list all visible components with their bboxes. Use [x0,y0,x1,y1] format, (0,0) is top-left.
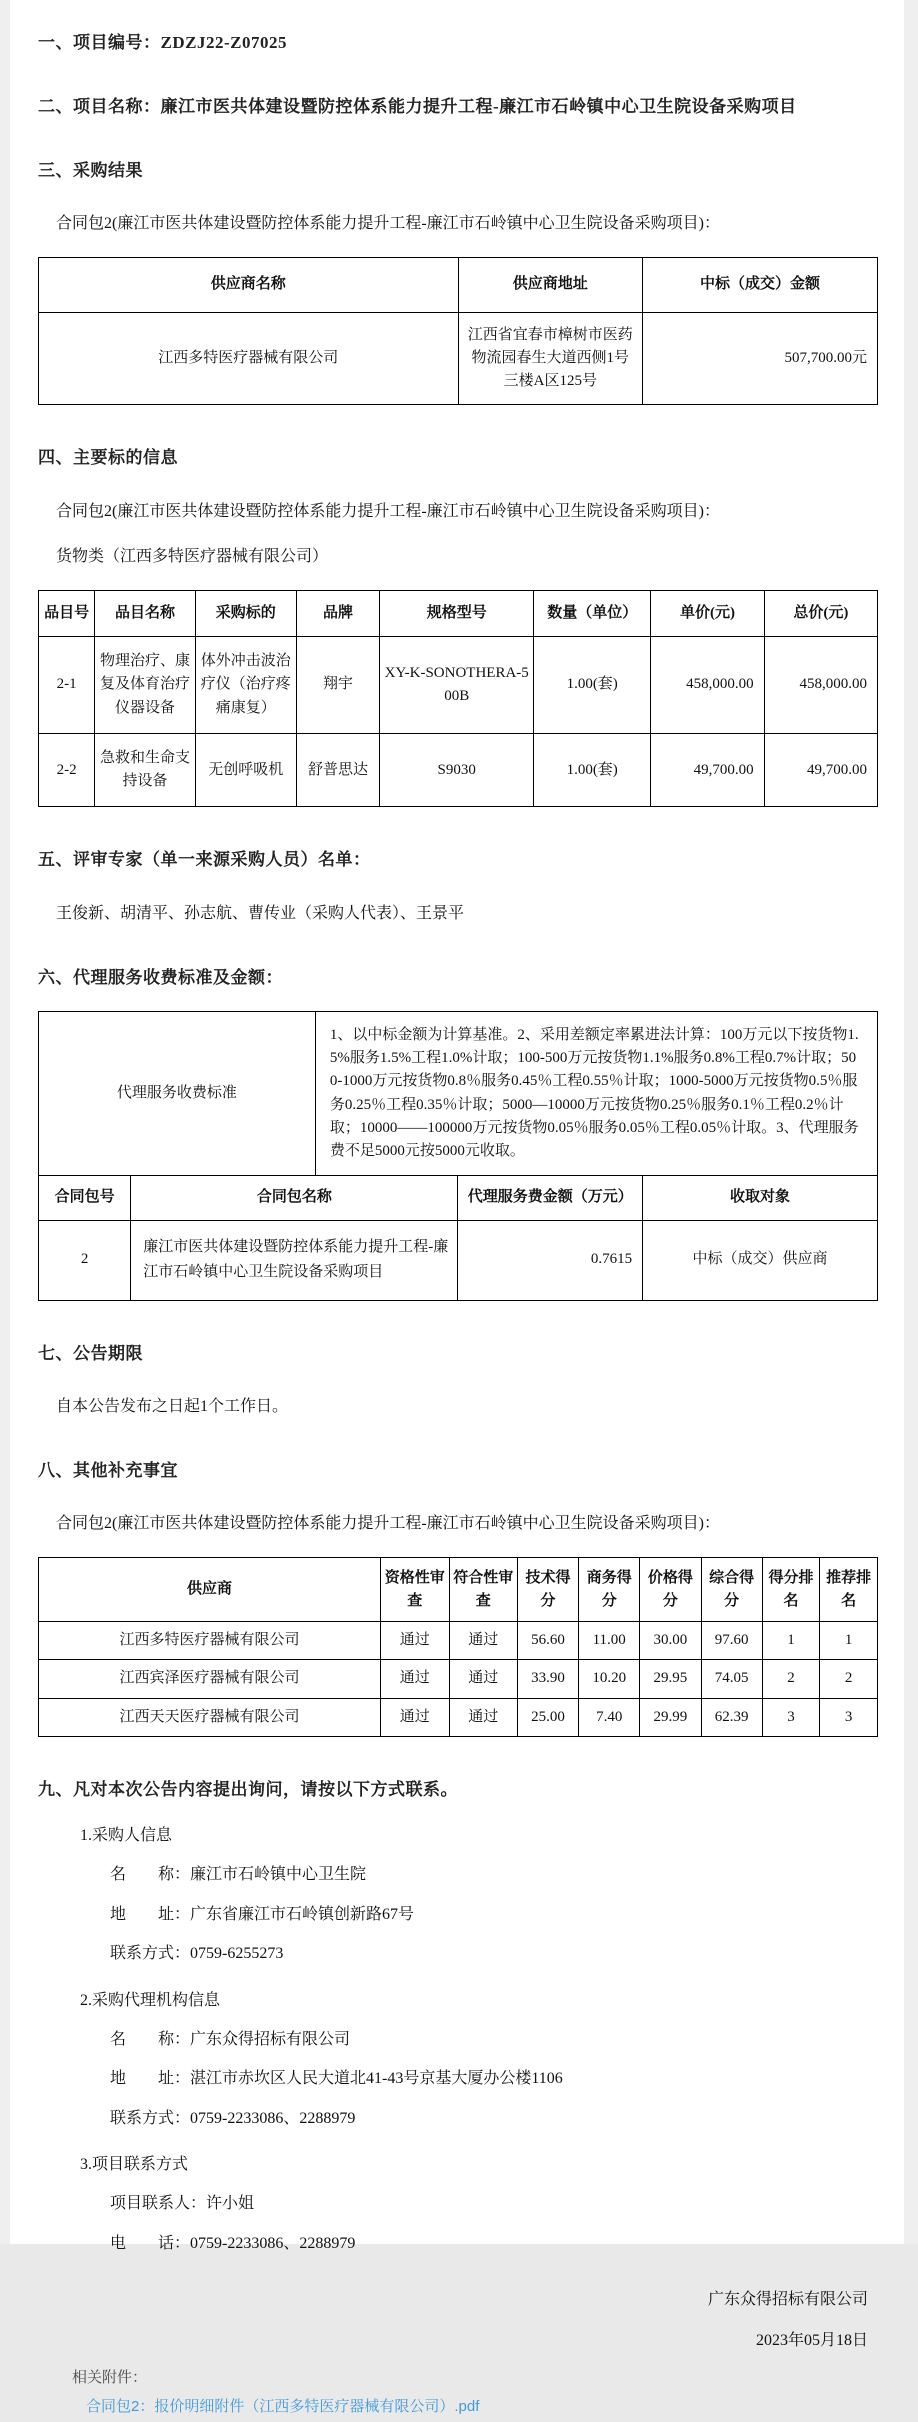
quantity-cell: 1.00(套) [533,637,650,734]
col-header-quantity: 数量（单位） [533,590,650,636]
project-contact-phone: 电 话：0759-2233086、2288979 [110,2234,356,2252]
purchaser-name: 名 称：廉江市石岭镇中心卫生院 [110,1866,367,1884]
attachments-label: 相关附件： [72,2369,148,2387]
procurement-target-cell: 体外冲击波治疗仪（治疗疼痛康复） [195,637,296,734]
unit-price-cell: 49,700.00 [651,733,764,807]
composite-score-cell: 97.60 [701,1622,762,1660]
fee-table-header-row [39,1176,878,1220]
section-project-number: 一、项目编号：ZDZJ22-Z07025 [38,33,287,52]
purchaser-phone: 联系方式：0759-6255273 [110,1945,284,1963]
col-header-package-no: 合同包号 [39,1176,131,1220]
supplier-cell: 江西多特医疗器械有限公司 [39,1622,381,1660]
recommend-rank-cell: 3 [820,1698,878,1736]
business-score-cell: 11.00 [579,1622,640,1660]
qualification-cell: 通过 [381,1698,449,1736]
col-header-fee-payer: 收取对象 [643,1176,878,1220]
col-header-composite-score: 综合得分 [701,1558,762,1622]
supplier-address-cell: 江西省宜春市樟树市医药物流园春生大道西侧1号三楼A区125号 [458,312,643,405]
section-main-subject-heading: 四、主要标的信息 [38,448,178,468]
col-header-item-no: 品目号 [39,590,95,636]
signature-company: 广东众得招标有限公司 [707,2291,868,2309]
brand-cell: 舒普思达 [296,733,380,807]
col-header-business-score: 商务得分 [579,1558,640,1622]
supplier-name-cell: 江西多特医疗器械有限公司 [39,312,459,405]
package-name-cell: 廉江市医共体建设暨防控体系能力提升工程-廉江市石岭镇中心卫生院设备采购项目 [131,1220,458,1300]
fee-standard-row [39,1011,878,1176]
col-header-package-name: 合同包名称 [131,1176,458,1220]
technical-score-cell: 56.60 [517,1622,578,1660]
col-header-unit-price: 单价(元) [651,590,764,636]
col-header-price-score: 价格得分 [640,1558,701,1622]
brand-cell: 翔宇 [296,637,380,734]
section-experts-heading: 五、评审专家（单一来源采购人员）名单： [38,850,371,870]
score-table-header-row [39,1558,878,1622]
section-agency-fee-heading: 六、代理服务收费标准及金额： [38,967,283,987]
agency-fee-table [38,1175,878,1300]
fee-table-row [39,1220,878,1300]
recommend-rank-cell: 2 [820,1660,878,1698]
fee-payer-cell: 中标（成交）供应商 [643,1220,878,1300]
items-table-row [39,637,878,734]
main-subject-table [38,590,878,808]
agency-name: 名 称：广东众得招标有限公司 [110,2030,351,2048]
project-contact-title: 3.项目联系方式 [80,2156,189,2174]
conformity-cell: 通过 [449,1660,517,1698]
subject-package-line: 合同包2(廉江市医共体建设暨防控体系能力提升工程-廉江市石岭镇中心卫生院设备采购项目)： [56,502,720,520]
award-amount-cell: 507,700.00元 [643,312,878,405]
qualification-cell: 通过 [381,1622,449,1660]
quantity-cell: 1.00(套) [533,733,650,807]
package-no-cell: 2 [39,1220,131,1300]
col-header-model: 规格型号 [380,590,534,636]
result-table-row [39,312,878,405]
col-header-technical-score: 技术得分 [517,1558,578,1622]
section-contact-heading: 九、凡对本次公告内容提出询问，请按以下方式联系。 [38,1779,458,1799]
business-score-cell: 7.40 [579,1698,640,1736]
composite-score-cell: 74.05 [701,1660,762,1698]
signature-date: 2023年05月18日 [755,2331,868,2349]
model-cell: S9030 [380,733,534,807]
col-header-item-name: 品目名称 [95,590,196,636]
items-table-header-row [39,590,878,636]
unit-price-cell: 458,000.00 [651,637,764,734]
item-no-cell: 2-2 [39,733,95,807]
section-procurement-result-heading: 三、采购结果 [38,161,143,181]
score-rank-cell: 1 [762,1622,820,1660]
item-name-cell: 急救和生命支持设备 [95,733,196,807]
col-header-conformity-review: 符合性审查 [449,1558,517,1622]
col-header-procurement-target: 采购标的 [195,590,296,636]
qualification-cell: 通过 [381,1660,449,1698]
announcement-document [10,0,904,2416]
project-contact-person: 项目联系人：许小姐 [110,2195,255,2213]
total-price-cell: 49,700.00 [764,733,877,807]
col-header-supplier-address: 供应商地址 [458,258,643,312]
attachments-footer [38,2352,878,2422]
score-rank-cell: 3 [762,1698,820,1736]
subject-category-line: 货物类（江西多特医疗器械有限公司） [56,547,329,565]
col-header-award-amount: 中标（成交）金额 [643,258,878,312]
purchaser-info-title: 1.采购人信息 [80,1826,173,1844]
evaluation-score-table [38,1557,878,1737]
section-project-name: 二、项目名称：廉江市医共体建设暨防控体系能力提升工程-廉江市石岭镇中心卫生院设备采购项目 [38,97,797,117]
composite-score-cell: 62.39 [701,1698,762,1736]
agency-fee-standard-table [38,1011,878,1177]
result-table-header-row [39,258,878,312]
conformity-cell: 通过 [449,1622,517,1660]
col-header-supplier-name: 供应商名称 [39,258,459,312]
business-score-cell: 10.20 [579,1660,640,1698]
score-table-row [39,1622,878,1660]
fee-standard-label-cell: 代理服务收费标准 [39,1011,316,1176]
section-supplementary-heading: 八、其他补充事宜 [38,1460,178,1480]
items-table-row [39,733,878,807]
technical-score-cell: 33.90 [517,1660,578,1698]
item-no-cell: 2-1 [39,637,95,734]
score-table-row [39,1660,878,1698]
col-header-qualification-review: 资格性审查 [381,1558,449,1622]
announcement-period-text: 自本公告发布之日起1个工作日。 [56,1397,289,1415]
technical-score-cell: 25.00 [517,1698,578,1736]
conformity-cell: 通过 [449,1698,517,1736]
fee-standard-text-cell: 1、以中标金额为计算基准。2、采用差额定率累进法计算：100万元以下按货物1.5%服务1.5%工程1.0%计取；100-500万元按货物1.1%服务0.8%工程0.7%计取；500-1000万元按货物0.8％服务0.45％工程0.55％计取；1000-5000万元按货物0.5％服务0.25％工程0.35％计取；5000—10000万元按货物0.25％服务0.1％工程0.2％计取；10000——100000万元按货物0.05％服务0.05％工程0.05％计取。3、代理服务费不足5000元按5000元收取。 [315,1011,877,1176]
fee-amount-cell: 0.7615 [458,1220,643,1300]
price-score-cell: 29.99 [640,1698,701,1736]
supplier-cell: 江西天天医疗器械有限公司 [39,1698,381,1736]
item-name-cell: 物理治疗、康复及体育治疗仪器设备 [95,637,196,734]
price-score-cell: 30.00 [640,1622,701,1660]
col-header-recommend-rank: 推荐排名 [820,1558,878,1622]
attachment-pdf-link[interactable]: 合同包2：报价明细附件（江西多特医疗器械有限公司）.pdf [86,2398,480,2416]
total-price-cell: 458,000.00 [764,637,877,734]
experts-names: 王俊新、胡清平、孙志航、曹传业（采购人代表）、王景平 [56,904,465,922]
procurement-target-cell: 无创呼吸机 [195,733,296,807]
col-header-fee-amount: 代理服务费金额（万元） [458,1176,643,1220]
procurement-result-table [38,257,878,405]
agency-phone: 联系方式：0759-2233086、2288979 [110,2109,356,2127]
col-header-supplier: 供应商 [39,1558,381,1622]
col-header-total-price: 总价(元) [764,590,877,636]
score-rank-cell: 2 [762,1660,820,1698]
price-score-cell: 29.95 [640,1660,701,1698]
recommend-rank-cell: 1 [820,1622,878,1660]
model-cell: XY-K-SONOTHERA-500B [380,637,534,734]
agency-address: 地 址：湛江市赤坎区人民大道北41-43号京基大厦办公楼1106 [110,2070,563,2088]
supplier-cell: 江西宾泽医疗器械有限公司 [39,1660,381,1698]
col-header-brand: 品牌 [296,590,380,636]
supplementary-package-line: 合同包2(廉江市医共体建设暨防控体系能力提升工程-廉江市石岭镇中心卫生院设备采购项目)： [56,1514,720,1532]
result-package-line: 合同包2(廉江市医共体建设暨防控体系能力提升工程-廉江市石岭镇中心卫生院设备采购项目)： [56,215,720,233]
col-header-score-rank: 得分排名 [762,1558,820,1622]
purchaser-address: 地 址：广东省廉江市石岭镇创新路67号 [110,1905,415,1923]
agency-info-title: 2.采购代理机构信息 [80,1991,221,2009]
score-table-row [39,1698,878,1736]
section-announcement-period-heading: 七、公告期限 [38,1343,143,1363]
